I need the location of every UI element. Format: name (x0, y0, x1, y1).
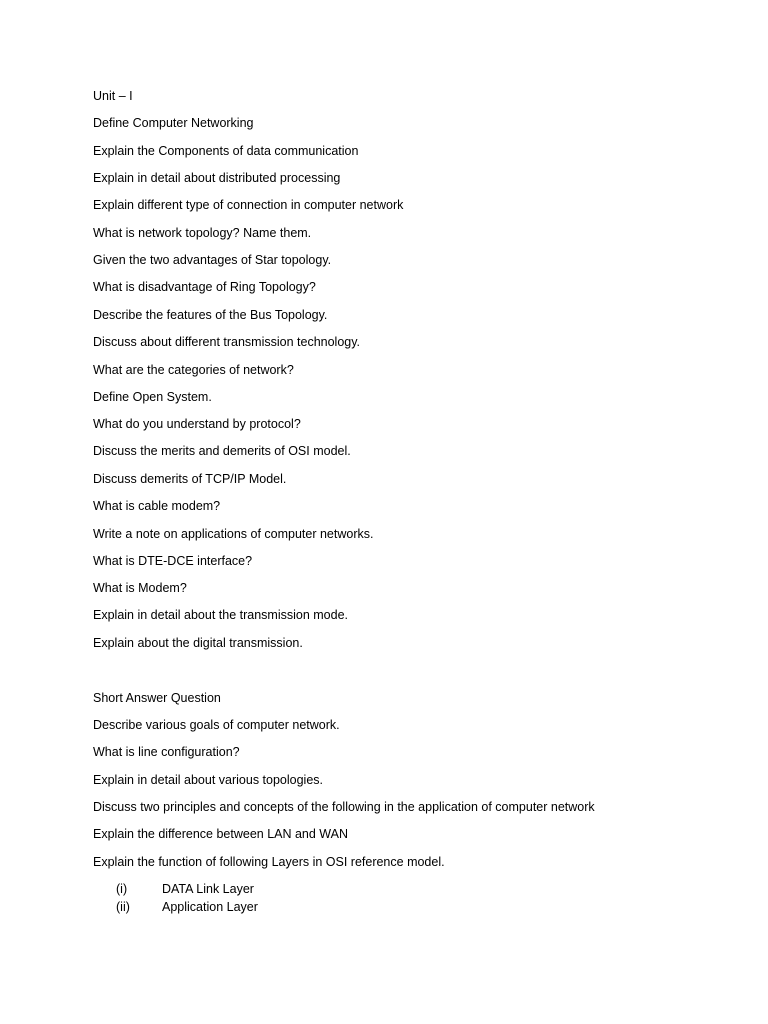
unit-question-20: Explain about the digital transmission. (93, 636, 303, 650)
unit-question-13: Discuss the merits and demerits of OSI model. (93, 444, 351, 458)
sub-item-number: (i) (116, 882, 128, 896)
unit-question-12: What do you understand by protocol? (93, 417, 301, 431)
short-question-6: Explain the function of following Layers in OSI reference model. (93, 855, 445, 869)
short-question-5: Explain the difference between LAN and WAN (93, 827, 349, 841)
unit-question-5: What is network topology? Name them. (93, 226, 312, 240)
unit-question-11: Define Open System. (93, 390, 212, 404)
unit-question-14: Discuss demerits of TCP/IP Model. (93, 472, 287, 486)
unit-question-16: Write a note on applications of computer networks. (93, 527, 374, 541)
unit-question-3: Explain in detail about distributed processing (93, 171, 341, 185)
unit-question-19: Explain in detail about the transmission mode. (93, 608, 349, 622)
short-answer-heading: Short Answer Question (93, 691, 221, 705)
unit-question-15: What is cable modem? (93, 499, 221, 513)
short-question-2: What is line configuration? (93, 745, 240, 759)
unit-question-4: Explain different type of connection in computer network (93, 198, 404, 212)
unit-heading: Unit – I (93, 89, 133, 103)
sub-item-2 (116, 899, 258, 915)
unit-question-6: Given the two advantages of Star topology. (93, 253, 332, 267)
sub-item-text: DATA Link Layer (162, 882, 254, 896)
short-question-3: Explain in detail about various topologies. (93, 773, 324, 787)
unit-question-7: What is disadvantage of Ring Topology? (93, 280, 316, 294)
unit-question-17: What is DTE-DCE interface? (93, 554, 253, 568)
short-question-4: Discuss two principles and concepts of the following in the application of computer network (93, 800, 595, 814)
unit-question-2: Explain the Components of data communication (93, 144, 359, 158)
unit-question-18: What is Modem? (93, 581, 187, 595)
sub-item-number: (ii) (116, 900, 130, 914)
short-question-1: Describe various goals of computer network. (93, 718, 340, 732)
sub-item-1 (116, 881, 254, 897)
unit-question-1: Define Computer Networking (93, 116, 254, 130)
unit-question-10: What are the categories of network? (93, 363, 294, 377)
sub-item-text: Application Layer (162, 900, 258, 914)
unit-question-9: Discuss about different transmission technology. (93, 335, 361, 349)
unit-question-8: Describe the features of the Bus Topology. (93, 308, 328, 322)
